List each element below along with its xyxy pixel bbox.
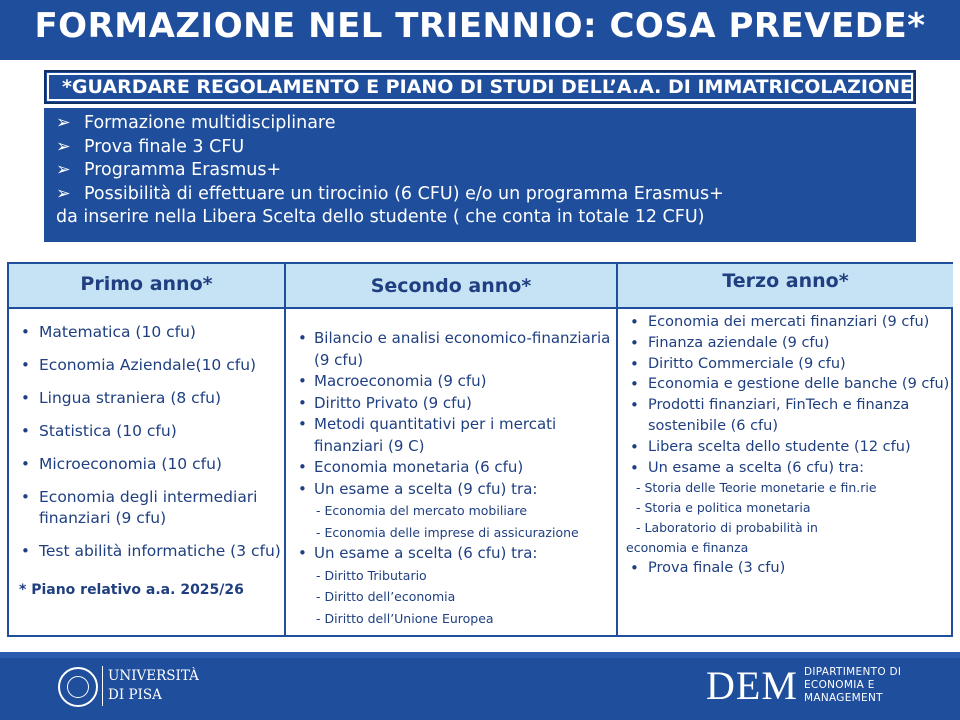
primo-anno-list xyxy=(21,322,286,574)
list-item: • Un esame a scelta (9 cfu) tra: xyxy=(294,479,614,501)
dem-logo: DEM xyxy=(706,663,798,708)
list-item: • Prova finale (3 cfu) xyxy=(630,559,786,578)
list-item: • Macroeconomia (9 cfu) xyxy=(294,371,614,393)
list-item: • Economia e gestione delle banche (9 cfu) xyxy=(630,375,950,394)
department-name-line: ECONOMIA E xyxy=(804,679,875,691)
bullet-icon: • xyxy=(630,458,639,477)
footer xyxy=(0,652,960,720)
bullet-icon: • xyxy=(21,356,30,374)
department-name-line: MANAGEMENT xyxy=(804,692,883,704)
list-item: • Bilancio e analisi economico-finanziaria (9 cfu) xyxy=(298,329,611,369)
terzo-anno-list xyxy=(626,312,954,579)
bullet-icon: • xyxy=(630,559,639,578)
list-item: • Finanza aziendale (9 cfu) xyxy=(630,333,830,352)
list-item: • Economia monetaria (6 cfu) xyxy=(294,457,614,479)
column-terzo-anno xyxy=(616,264,953,635)
bullet-icon: • xyxy=(630,396,639,415)
bullet-icon: • xyxy=(630,354,639,373)
bullet-icon: • xyxy=(630,333,639,352)
regulation-note-box xyxy=(44,70,916,104)
choice-option: - Storia delle Teorie monetarie e fin.rie xyxy=(636,480,877,496)
bullet-icon: • xyxy=(298,458,307,476)
choice-option: - Diritto Tributario xyxy=(316,567,427,583)
bullet-icon: • xyxy=(21,542,30,560)
bullet-icon: • xyxy=(298,479,307,498)
footer-stripe xyxy=(0,652,960,658)
bullet-icon: • xyxy=(630,375,639,394)
bullet-icon: • xyxy=(298,329,307,347)
info-item: ➢ Programma Erasmus+ xyxy=(56,159,724,183)
list-item: • Metodi quantitativi per i mercati finanziari (9 C) xyxy=(298,415,557,455)
regulation-note: *GUARDARE REGOLAMENTO E PIANO DI STUDI DELL’A.A. DI IMMATRICOLAZIONE xyxy=(62,76,914,98)
bullet-icon: • xyxy=(21,455,30,473)
choice-option: - Laboratorio di probabilità in xyxy=(636,520,818,536)
list-item: • Lingua straniera (8 cfu) xyxy=(21,389,222,407)
column-header-terzo: Terzo anno* xyxy=(618,264,953,309)
arrow-bullet-icon: ➢ xyxy=(56,160,71,180)
university-city: DI PISA xyxy=(108,687,162,703)
secondo-anno-list xyxy=(294,328,614,629)
department-name-line: DIPARTIMENTO DI xyxy=(804,666,902,678)
choice-option: - Diritto dell’economia xyxy=(316,589,456,604)
choice-option: - Diritto dell’Unione Europea xyxy=(316,610,494,626)
university-name: UNIVERSITÀ xyxy=(108,668,199,684)
info-item: ➢ Formazione multidisciplinare xyxy=(56,112,724,136)
choice-option: - Economia delle imprese di assicurazione xyxy=(316,524,579,540)
list-item: • Diritto Privato (9 cfu) xyxy=(294,393,614,415)
bullet-icon: • xyxy=(21,389,30,407)
choice-option-continuation: economia e finanza xyxy=(626,540,749,556)
bullet-icon: • xyxy=(298,415,307,433)
page-title: FORMAZIONE NEL TRIENNIO: COSA PREVEDE* xyxy=(34,6,926,46)
info-list xyxy=(56,112,724,230)
list-item: • Economia dei mercati finanziari (9 cfu) xyxy=(630,313,930,331)
list-item: • Libera scelta dello studente (12 cfu) xyxy=(630,437,911,456)
info-box xyxy=(44,108,916,242)
arrow-bullet-icon: ➢ xyxy=(56,136,71,157)
list-item: • Statistica (10 cfu) xyxy=(21,422,177,440)
column-primo-anno xyxy=(9,264,284,635)
bullet-icon: • xyxy=(630,437,639,456)
bullet-icon: • xyxy=(21,488,30,506)
column-secondo-anno xyxy=(284,264,616,635)
info-item-continuation: da inserire nella Libera Scelta dello studente ( che conta in totale 12 CFU) xyxy=(56,207,705,227)
arrow-bullet-icon: ➢ xyxy=(56,113,71,133)
list-item: • Matematica (10 cfu) xyxy=(21,323,196,341)
choice-option: - Storia e politica monetaria xyxy=(636,500,811,516)
column-header-primo: Primo anno* xyxy=(9,264,284,309)
list-item: • Un esame a scelta (6 cfu) tra: xyxy=(294,543,614,565)
list-item: • Prodotti finanziari, FinTech e finanza sostenibile (6 cfu) xyxy=(630,396,910,434)
bullet-icon: • xyxy=(298,393,307,412)
bullet-icon: • xyxy=(298,372,307,390)
university-seal-icon xyxy=(58,667,98,707)
plan-year-note: * Piano relativo a.a. 2025/26 xyxy=(19,582,244,598)
divider xyxy=(102,666,103,706)
bullet-icon: • xyxy=(21,422,30,440)
arrow-bullet-icon: ➢ xyxy=(56,183,71,204)
bullet-icon: • xyxy=(298,544,307,562)
list-item: • Test abilità informatiche (3 cfu) xyxy=(21,542,281,560)
list-item: • Economia degli intermediari finanziari (9 cfu) xyxy=(21,488,258,527)
bullet-icon: • xyxy=(21,323,30,341)
column-header-secondo: Secondo anno* xyxy=(286,264,616,309)
choice-option: - Economia del mercato mobiliare xyxy=(316,503,528,518)
title-bar xyxy=(0,0,960,60)
info-item: ➢ Prova finale 3 CFU xyxy=(56,136,724,160)
list-item: • Un esame a scelta (6 cfu) tra: xyxy=(630,458,865,477)
list-item: • Microeconomia (10 cfu) xyxy=(21,455,222,473)
list-item: • Diritto Commerciale (9 cfu) xyxy=(630,354,846,373)
study-plan-table xyxy=(7,262,953,637)
list-item: • Economia Aziendale(10 cfu) xyxy=(21,356,257,374)
info-item: ➢ Possibilità di effettuare un tirocinio (6 CFU) e/o un programma Erasmus+ da inserire nella Libera Scelta dello studente ( che conta in totale 12 CFU) xyxy=(56,183,724,230)
bullet-icon: • xyxy=(630,313,639,331)
